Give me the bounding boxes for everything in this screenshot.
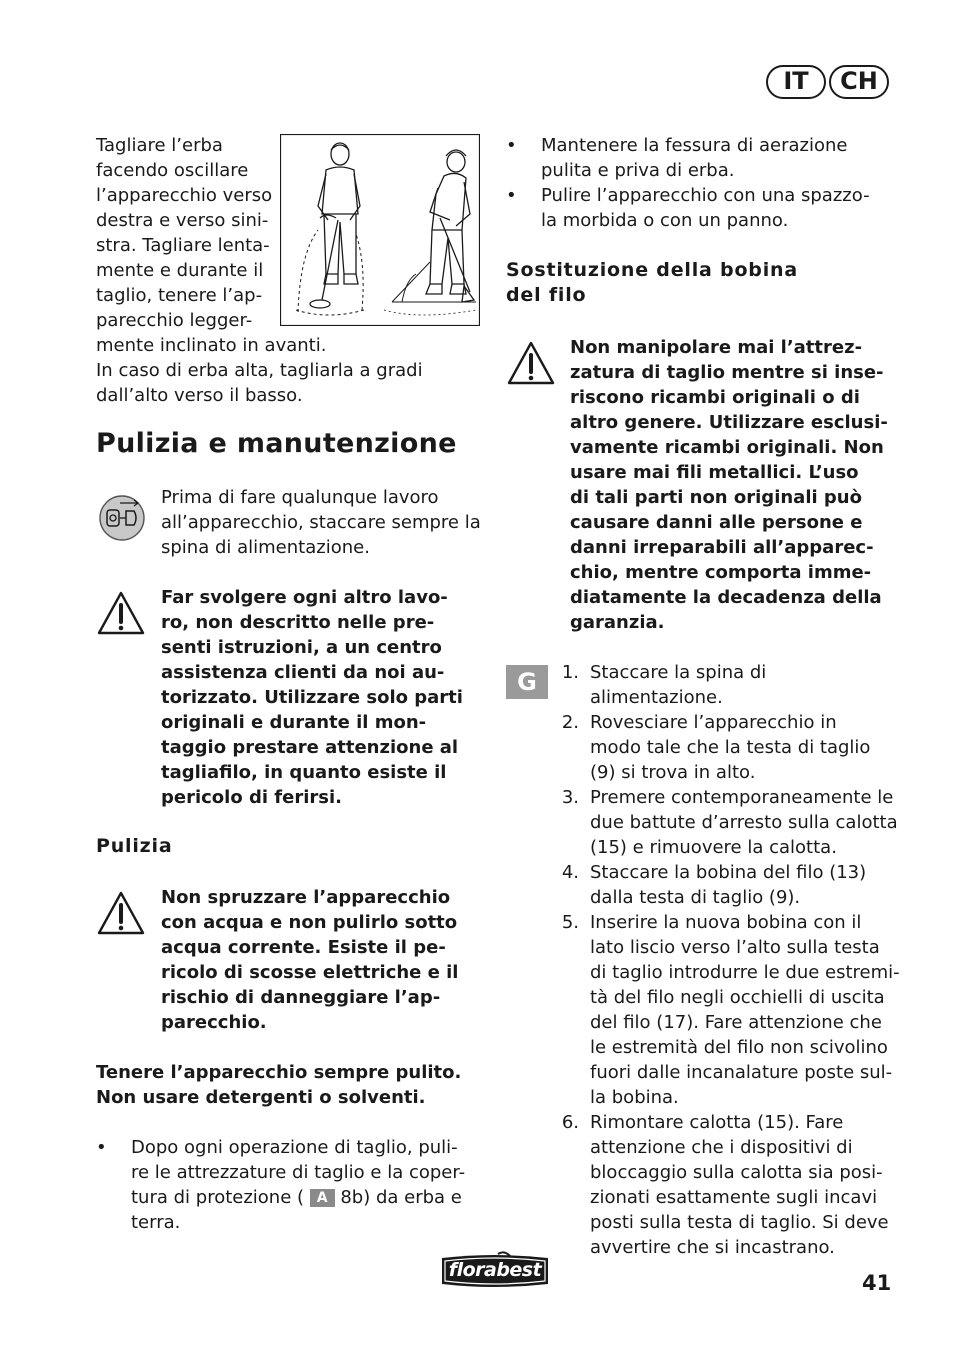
section-title: Pulizia e manutenzione <box>96 428 457 459</box>
warning-line: torizzato. Utilizzare solo parti <box>161 687 463 708</box>
step-line: due battute d’arresto sulla calotta <box>590 812 898 833</box>
bullet-dot: • <box>506 135 517 156</box>
warning-line: di tali parti non originali può <box>570 487 862 508</box>
warning-line: con acqua e non pulirlo sotto <box>161 912 458 933</box>
keep-clean-line: Non usare detergenti o solventi. <box>96 1087 426 1108</box>
bullet-dot: • <box>96 1137 107 1158</box>
language-badge-ch: CH <box>829 65 889 99</box>
logo-text: florabest <box>448 1259 542 1281</box>
warning-line: tagliafilo, in quanto esiste il <box>161 762 447 783</box>
list-item-line: re le attrezzature di taglio e la coper- <box>131 1162 466 1183</box>
warning-line: riscono ricambi originali o di <box>570 387 860 408</box>
spool-steps-list <box>555 660 900 1260</box>
step-line: Rimontare calotta (15). Fare <box>590 1112 844 1133</box>
figure-ref-g: G <box>506 665 548 699</box>
list-item <box>96 1135 486 1235</box>
list-item-line: terra. <box>131 1212 181 1233</box>
warning-line: ricolo di scosse elettriche e il <box>161 962 459 983</box>
step-line: lato liscio verso l’alto sulla testa <box>590 937 880 958</box>
warning-line: chio, mentre comporta imme- <box>570 562 872 583</box>
warning-spool-text <box>570 335 900 635</box>
spool-heading <box>506 258 906 308</box>
warning-icon <box>96 890 146 936</box>
step-number: 1. <box>561 662 579 683</box>
warning-icon <box>96 590 146 636</box>
unplug-note-line: Prima di fare qualunque lavoro <box>161 487 439 508</box>
intro-line: stra. Tagliare lenta- <box>96 235 270 256</box>
warning-line: diatamente la decadenza della <box>570 587 882 608</box>
intro-line: l’apparecchio verso <box>96 185 273 206</box>
step-number: 5. <box>561 912 579 933</box>
step-line: tà del filo negli occhielli di uscita <box>590 987 885 1008</box>
step-number: 6. <box>561 1112 579 1133</box>
step-line: Staccare la bobina del filo (13) <box>590 862 867 883</box>
step-line: Rovesciare l’apparecchio in <box>590 712 837 733</box>
warning-line: garanzia. <box>570 612 665 633</box>
keep-clean-note <box>96 1060 496 1110</box>
pulizia-heading: Pulizia <box>96 835 173 857</box>
figure-ref-a: A <box>310 1189 335 1207</box>
warning-service-text <box>161 585 491 810</box>
warning-water-text <box>161 885 491 1035</box>
step-line: bloccaggio sulla calotta sia posi- <box>590 1162 883 1183</box>
list-item <box>506 133 896 183</box>
warning-line: Far svolgere ogni altro lavo- <box>161 587 448 608</box>
step-line: (15) e rimuovere la calotta. <box>590 837 837 858</box>
unplug-note-line: all’apparecchio, staccare sempre la <box>161 512 481 533</box>
intro-line: destra e verso sini- <box>96 210 269 231</box>
warning-line: danni irreparabili all’apparec- <box>570 537 874 558</box>
warning-line: originali e durante il mon- <box>161 712 427 733</box>
step-line: (9) si trova in alto. <box>590 762 756 783</box>
step-line: Staccare la spina di alimentazione. <box>590 662 767 708</box>
warning-line: Non spruzzare l’apparecchio <box>161 887 451 908</box>
warning-line: usare mai fili metallici. L’uso <box>570 462 859 483</box>
list-item-line <box>131 1185 486 1210</box>
warning-line: acqua corrente. Esiste il pe- <box>161 937 446 958</box>
step-line: posti sulla testa di taglio. Si deve <box>590 1212 889 1233</box>
warning-line: causare danni alle persone e <box>570 512 863 533</box>
step-line: attenzione che i dispositivi di <box>590 1137 853 1158</box>
step-line: modo tale che la testa di taglio <box>590 737 871 758</box>
step-line: di taglio introdurre le due estremi- <box>590 962 900 983</box>
keep-clean-line: Tenere l’apparecchio sempre pulito. <box>96 1062 462 1083</box>
step-number: 3. <box>561 787 579 808</box>
step-item <box>555 660 900 710</box>
step-item <box>555 710 900 785</box>
step-line: Inserire la nuova bobina con il <box>590 912 862 933</box>
spool-heading-line: del filo <box>506 284 587 306</box>
list-item-line: Pulire l’apparecchio con una spazzo- <box>541 185 870 206</box>
intro-line: In caso di erba alta, tagliarla a gradi <box>96 360 423 381</box>
florabest-logo <box>438 1250 552 1290</box>
warning-line: pericolo di ferirsi. <box>161 787 342 808</box>
intro-line: mente e durante il <box>96 260 264 281</box>
intro-line: facendo oscillare <box>96 160 249 181</box>
step-line: la bobina. <box>590 1087 679 1108</box>
step-line: fuori dalle incanalature poste sul- <box>590 1062 893 1083</box>
warning-line: rischio di danneggiare l’ap- <box>161 987 441 1008</box>
step-item <box>555 1110 900 1260</box>
list-item-line: la morbida o con un panno. <box>541 210 789 231</box>
warning-icon <box>506 340 556 386</box>
unplug-note <box>161 485 491 560</box>
step-line: dalla testa di taglio (9). <box>590 887 801 908</box>
cleaning-bullet-list <box>96 1135 486 1235</box>
step-line: zionati esattamente sugli incavi <box>590 1187 878 1208</box>
warning-line: senti istruzioni, a un centro <box>161 637 442 658</box>
text-segment: tura di protezione ( <box>131 1187 305 1208</box>
step-line: le estremità del filo non scivolino <box>590 1037 888 1058</box>
step-line: Premere contemporaneamente le <box>590 787 894 808</box>
warning-line: taggio prestare attenzione al <box>161 737 459 758</box>
step-line: avvertire che si incastrano. <box>590 1237 835 1258</box>
intro-line: Tagliare l’erba <box>96 135 223 156</box>
spool-heading-line: Sostituzione della bobina <box>506 259 798 281</box>
warning-line: parecchio. <box>161 1012 267 1033</box>
step-item <box>555 910 900 1110</box>
unplug-icon <box>98 494 148 542</box>
list-item <box>506 183 896 233</box>
unplug-note-line: spina di alimentazione. <box>161 537 370 558</box>
warning-line: assistenza clienti da noi au- <box>161 662 445 683</box>
maintenance-bullet-list <box>506 133 896 233</box>
list-item-line: Mantenere la fessura di aerazione <box>541 135 848 156</box>
intro-line: dall’alto verso il basso. <box>96 385 303 406</box>
step-item <box>555 785 900 860</box>
trimmer-usage-illustration <box>280 134 480 326</box>
step-number: 4. <box>561 862 579 883</box>
warning-line: altro genere. Utilizzare esclusi- <box>570 412 888 433</box>
list-item-line: Dopo ogni operazione di taglio, puli- <box>131 1137 458 1158</box>
intro-line: taglio, tenere l’ap- <box>96 285 263 306</box>
warning-line: zatura di taglio mentre si inse- <box>570 362 884 383</box>
step-item <box>555 860 900 910</box>
step-line: del filo (17). Fare attenzione che <box>590 1012 882 1033</box>
language-badge-it: IT <box>766 65 826 99</box>
intro-line: parecchio legger- <box>96 310 253 331</box>
warning-line: Non manipolare mai l’attrez- <box>570 337 863 358</box>
intro-line: mente inclinato in avanti. <box>96 335 327 356</box>
page-number: 41 <box>862 1271 892 1295</box>
text-segment: 8b) da erba e <box>334 1187 462 1208</box>
list-item-line: pulita e priva di erba. <box>541 160 735 181</box>
warning-line: vamente ricambi originali. Non <box>570 437 884 458</box>
bullet-dot: • <box>506 185 517 206</box>
warning-line: ro, non descritto nelle pre- <box>161 612 435 633</box>
step-number: 2. <box>561 712 579 733</box>
